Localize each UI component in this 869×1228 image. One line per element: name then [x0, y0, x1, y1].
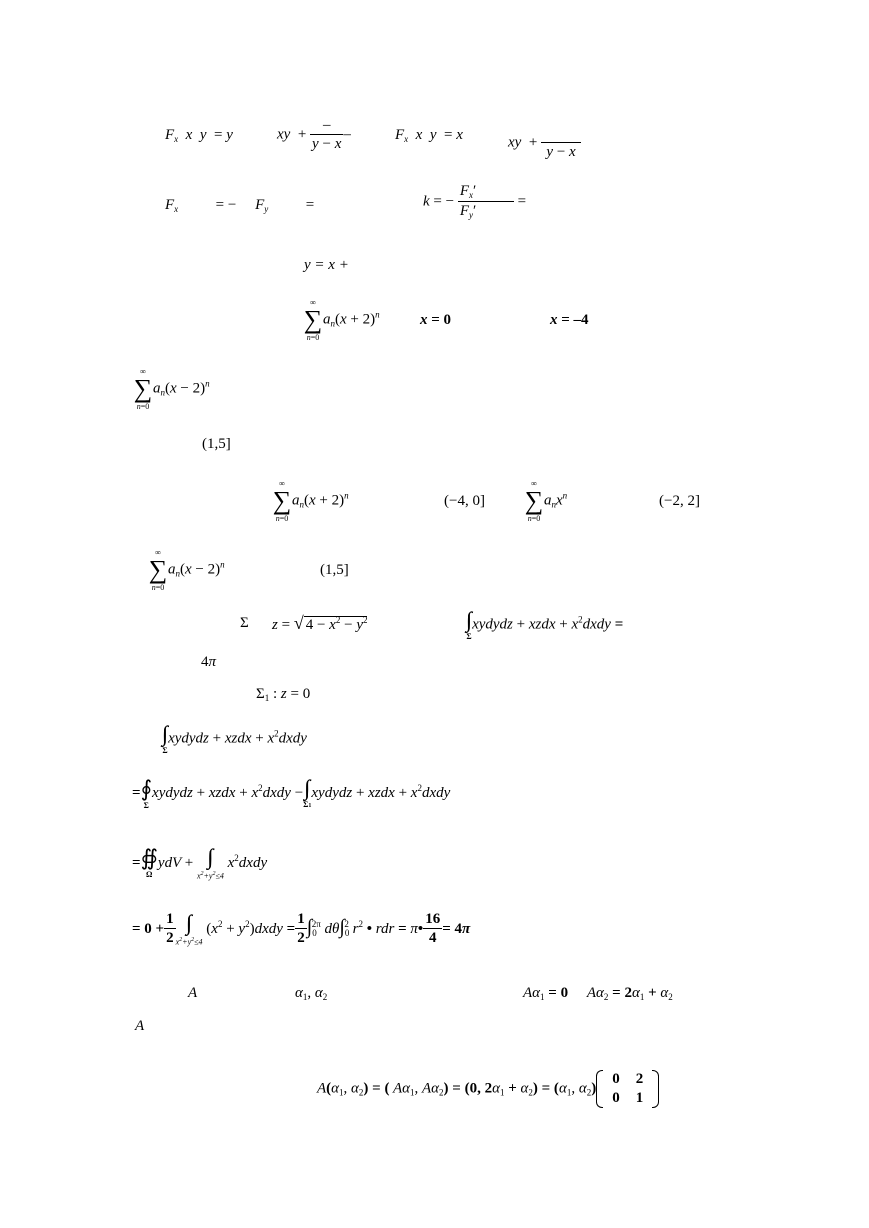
- series-x-plus-2: ∞ ∑ n=0 $a_n(x + 2)^n$: [303, 298, 380, 342]
- matrix-equation: $A(\alpha_1$, $\alpha_2$) = ( $A\alpha_1$, $A\alpha_2) = (0$, $2\alpha_1 + \alpha_2) = (\alpha_1$, $\alpha_2$) 0 2 0 1: [317, 1070, 659, 1108]
- equation-fx-1: $F_x$ x y = y: [165, 127, 233, 144]
- equation-tangent-line: y = x +: [304, 257, 349, 273]
- interval-1-5-b: (1,5]: [320, 562, 349, 578]
- series-x-minus-2: ∞ ∑ n=0 $a_n(x - 2)^n$: [133, 367, 210, 411]
- matrix-A: A: [188, 985, 198, 1001]
- integral-line-2: = ∮ Σ xydydz + xzdx + $x^2dxdy$ − ∫∫ Σ1 xydydz + xzdx + $x^2dxdy$: [132, 775, 451, 810]
- equation-slope-k: k = − $\frac{F_x'}{F_y'}$ =: [423, 183, 527, 220]
- surface-integral-question: ∫∫ Σ xydydz + xzdx + $x^2dxdy$ =: [466, 607, 624, 641]
- integral-line-3: = ∯ Ω ydV + ∫∫ $x^2+y^2\le 4$ $x^2dxdy$: [132, 844, 268, 881]
- series-x-plus-2-b: ∞ ∑ n=0 $a_n(x + 2)^n$: [272, 479, 349, 523]
- equation-fx-1-term: xy + $\frac{-}{y - x}$ –: [277, 117, 351, 152]
- surface-sigma: Σ: [240, 615, 249, 631]
- interval-m2-2: (−2, 2]: [659, 493, 700, 509]
- condition-x-m4: x = –4: [550, 312, 589, 328]
- equation-fx-2-term: xy + y − x: [508, 126, 581, 160]
- integral-line-4: = 0 + $\frac{1}{2}$ ∫∫ $x^2+y^2\le 4$ ($x^2$ + $y^2)dxdy$ = $\frac{1}{2}$ $\int_0^{2\pi}$ $d\theta\int_0^2$ $r^2$ • rdr = π• $\frac{16}{4}$ = 4π: [132, 910, 471, 947]
- integral-line-1: ∫∫ Σ xydydz + xzdx + $x^2dxdy$: [162, 721, 307, 755]
- conditions-A-alpha: $A\alpha_1 = 0$ $A\alpha_2 = 2\alpha_1 + \alpha_2$: [523, 985, 673, 1002]
- equation-fx-2: $F_x$ x y = x: [395, 127, 463, 144]
- auxiliary-surface: $\Sigma_1$ : z = 0: [256, 686, 311, 703]
- interval-1-5: (1,5]: [202, 436, 231, 452]
- vectors-alpha: $\alpha_1$, $\alpha_2$: [295, 985, 328, 1002]
- matrix-A-label: A: [135, 1018, 145, 1034]
- equation-fx-fy: $F_x$ = − $F_y$ =: [165, 197, 315, 214]
- series-power: ∞ ∑ n=0 $a_nx^n$: [524, 479, 568, 523]
- answer-4pi: 4π: [201, 654, 217, 670]
- condition-x-0: x = 0: [420, 312, 452, 328]
- matrix-0-2-0-1: 0 2 0 1: [596, 1070, 659, 1108]
- interval-m4-0: (−4, 0]: [444, 493, 485, 509]
- series-x-minus-2-b: ∞ ∑ n=0 $a_n(x - 2)^n$: [148, 548, 225, 592]
- hemisphere-equation: z = √ $4 - x^2 - y^2$: [272, 613, 368, 633]
